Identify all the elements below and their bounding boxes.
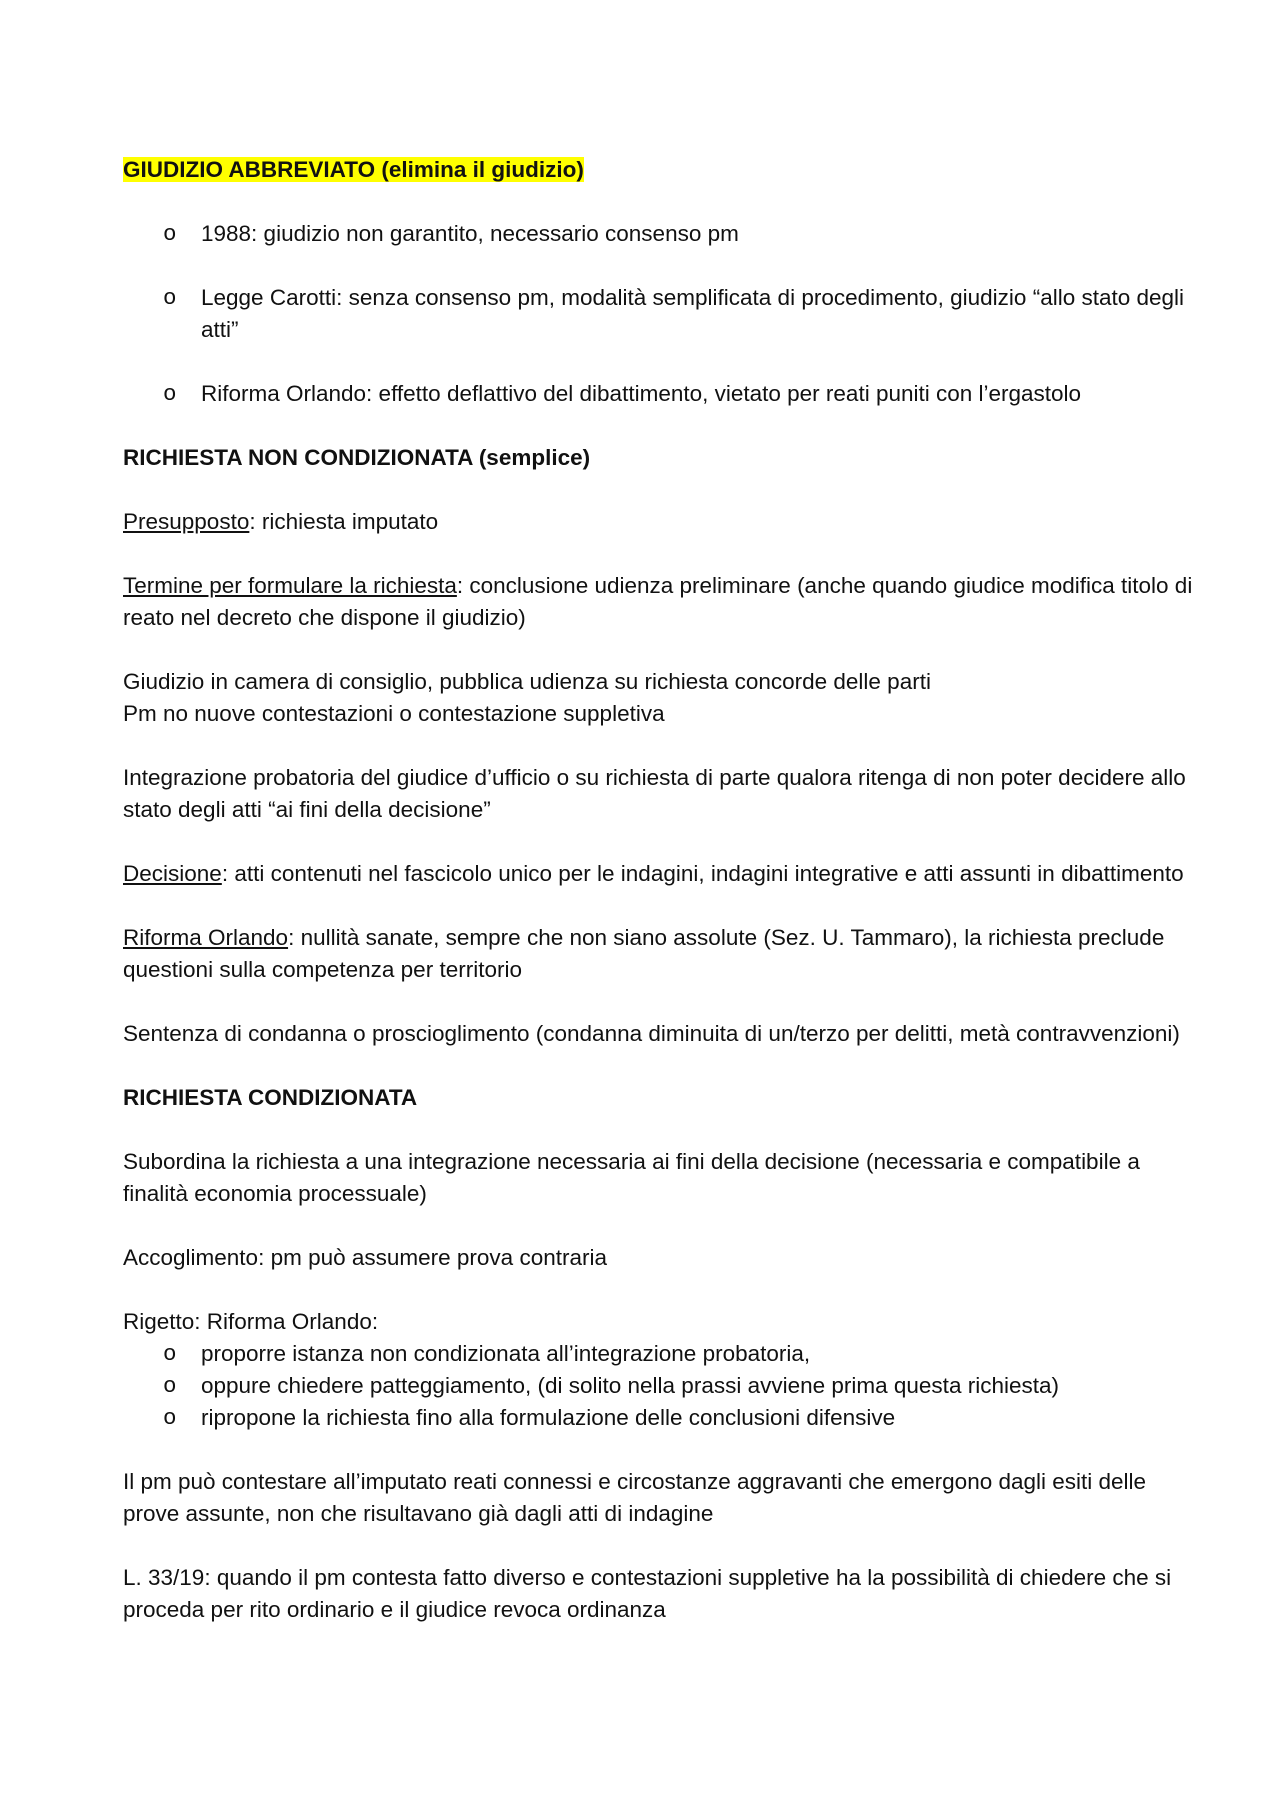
subordina-paragraph: Subordina la richiesta a una integrazione necessaria ai fini della decisione (necessaria e compatibile a finalità economia processuale) xyxy=(123,1149,1140,1206)
rigetto-list xyxy=(123,1338,1193,1434)
list-item: o proporre istanza non condizionata all’integrazione probatoria, xyxy=(123,1338,1193,1370)
termine-label: Termine per formulare la richiesta xyxy=(123,573,457,598)
circle-bullet-icon: o xyxy=(163,285,177,311)
giudizio-paragraph: Giudizio in camera di consiglio, pubblica udienza su richiesta concorde delle parti Pm no nuove contestazioni o contestazione suppletiva xyxy=(123,669,931,726)
circle-bullet-icon: o xyxy=(163,1405,177,1431)
accoglimento-paragraph: Accoglimento: pm può assumere prova contraria xyxy=(123,1245,607,1270)
document-title xyxy=(123,154,1193,186)
decisione-label: Decisione xyxy=(123,861,222,886)
list-item: o ripropone la richiesta fino alla formulazione delle conclusioni difensive xyxy=(123,1402,1193,1434)
decisione-paragraph: Decisione: atti contenuti nel fascicolo unico per le indagini, indagini integrative e atti assunti in dibattimento xyxy=(123,861,1184,886)
section-heading-condizionata: RICHIESTA CONDIZIONATA xyxy=(123,1085,418,1110)
list-item: o 1988: giudizio non garantito, necessario consenso pm xyxy=(123,218,1193,250)
rigetto-block xyxy=(123,1306,1193,1434)
history-list xyxy=(123,218,1193,410)
termine-paragraph: Termine per formulare la richiesta: conclusione udienza preliminare (anche quando giudice modifica titolo di reato nel decreto che dispone il giudizio) xyxy=(123,573,1193,630)
list-item: o Riforma Orlando: effetto deflattivo del dibattimento, vietato per reati puniti con l’ergastolo xyxy=(123,378,1193,410)
list-item: o oppure chiedere patteggiamento, (di solito nella prassi avviene prima questa richiesta) xyxy=(123,1370,1193,1402)
presupposto-paragraph: Presupposto: richiesta imputato xyxy=(123,509,439,534)
circle-bullet-icon: o xyxy=(163,221,177,247)
circle-bullet-icon: o xyxy=(163,1341,177,1367)
circle-bullet-icon: o xyxy=(163,1373,177,1399)
document-body xyxy=(123,154,1193,1658)
pm-contestare-paragraph: Il pm può contestare all’imputato reati connessi e circostanze aggravanti che emergono dagli esiti delle prove assunte, non che risultavano già dagli atti di indagine xyxy=(123,1469,1147,1526)
section-heading-non-condizionata: RICHIESTA NON CONDIZIONATA (semplice) xyxy=(123,445,591,470)
highlighted-title: GIUDIZIO ABBREVIATO (elimina il giudizio) xyxy=(123,157,584,182)
sentenza-paragraph: Sentenza di condanna o proscioglimento (condanna diminuita di un/terzo per delitti, metà contravvenzioni) xyxy=(123,1021,1180,1046)
legge-33-19-paragraph: L. 33/19: quando il pm contesta fatto diverso e contestazioni suppletive ha la possibilità di chiedere che si proceda per rito ordinario e il giudice revoca ordinanza xyxy=(123,1565,1172,1622)
presupposto-label: Presupposto xyxy=(123,509,250,534)
riforma-label: Riforma Orlando xyxy=(123,925,289,950)
list-item: o Legge Carotti: senza consenso pm, modalità semplificata di procedimento, giudizio “allo stato degli atti” xyxy=(123,282,1193,346)
rigetto-intro: Rigetto: Riforma Orlando: xyxy=(123,1309,379,1334)
circle-bullet-icon: o xyxy=(163,381,177,407)
integrazione-paragraph: Integrazione probatoria del giudice d’ufficio o su richiesta di parte qualora ritenga di non poter decidere allo stato degli atti “ai fini della decisione” xyxy=(123,765,1186,822)
riforma-paragraph: Riforma Orlando: nullità sanate, sempre che non siano assolute (Sez. U. Tammaro), la richiesta preclude questioni sulla competenza per territorio xyxy=(123,925,1165,982)
